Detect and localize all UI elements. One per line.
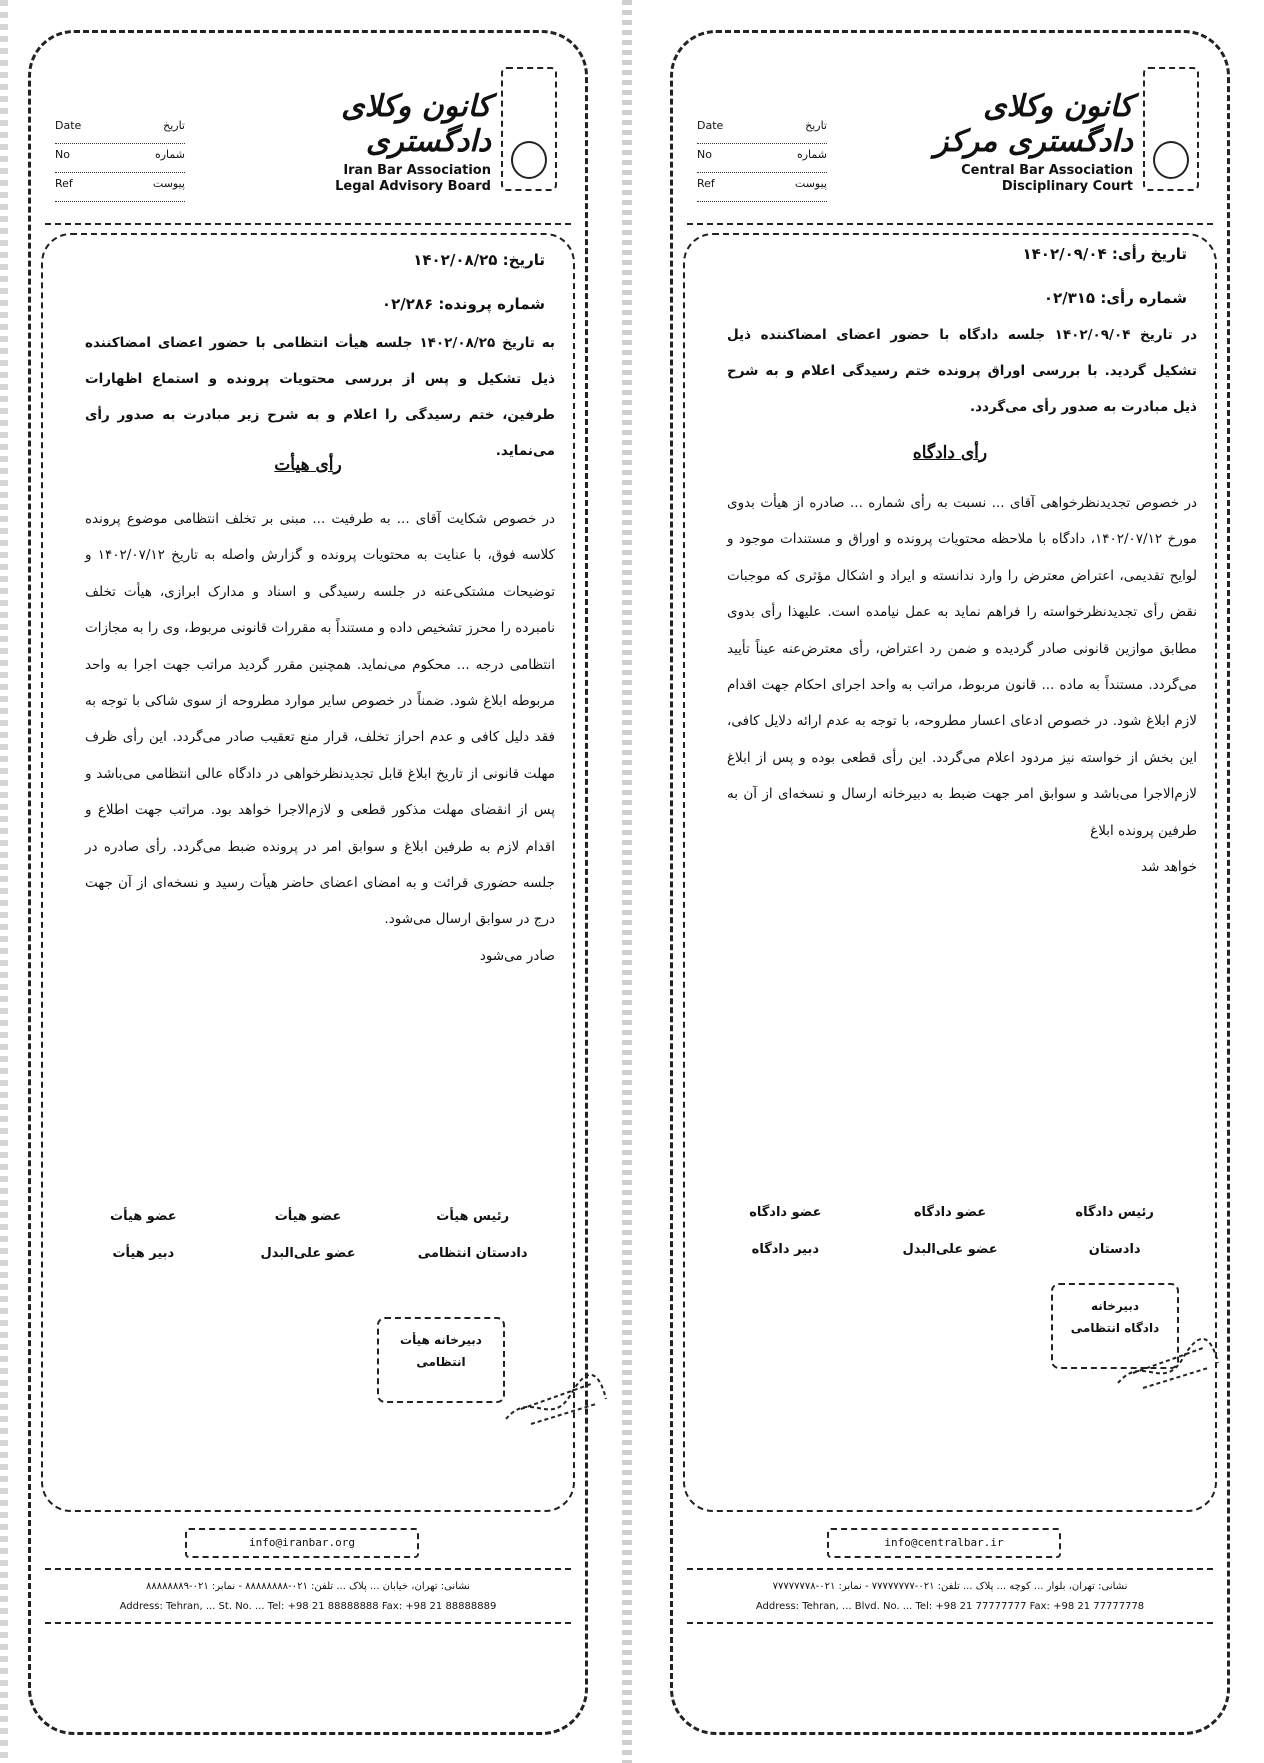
verdict-body: در خصوص تجدیدنظرخواهی آقای ... نسبت به رأی شماره ... صادره از هیأت بدوی مورخ ۱۴۰۲/۰۷/۱۲، دادگاه با ملاحظه محتویات پرونده و اوراق و مستندات موجود و لوایح تقدیمی، اعتراض معترض را وارد ندانسته و ایراد و اشکال مؤثری که موجبات نقض رأی تجدیدنظرخواسته را فراهم نماید به عمل نیامده است. علیهذا رأی بدوی مطابق موازین قانونی صادر گردیده و ضمن رد اعتراض، رأی معترض‌عنه عیناً تأیید می‌گردد. مستنداً به ماده ... قانون مربوط، مراتب به واحد اجرای احکام جهت اقدام لازم ابلاغ شود. در خصوص ادعای اعسار مطروحه، با توجه به عدم ارائه دلایل کافی، این بخش از خواسته نیز مردود اعلام می‌گردد. این رأی قطعی بوده و پس از ابلاغ لازم‌الاجرا می‌باشد و سوابق امر جهت ضبط به دبیرخانه ارسال و نسخه‌ای از آن به طرفین پرونده ابلاغ خواهد شد — [727, 485, 1197, 885]
member-6: دبیر دادگاه — [751, 1242, 820, 1257]
member-5: عضو علی‌البدل — [902, 1242, 998, 1257]
meta-number: No شماره — [55, 144, 185, 173]
member-signatures — [61, 1209, 555, 1261]
member-1: رئیس هیأت — [436, 1209, 510, 1224]
letter-footer — [687, 1518, 1213, 1718]
left-edge-strip — [0, 0, 8, 1763]
closing-line: خواهد شد — [1141, 859, 1197, 876]
verdict-heading: رأی دادگاه — [912, 443, 988, 463]
org-latin-name: Iran Bar Association Legal Advisory Board — [335, 163, 491, 194]
letter-footer — [45, 1518, 571, 1718]
member-1: رئیس دادگاه — [1075, 1205, 1154, 1220]
member-4: دادستان — [1088, 1242, 1141, 1257]
member-6: دبیر هیأت — [112, 1246, 175, 1261]
footer-address-en: Address: Tehran, ... St. No. ... Tel: +98 21 88888888 Fax: +98 21 88888889 — [119, 1601, 497, 1612]
org-name: کانون وکلای دادگستری — [341, 89, 491, 159]
official-stamp: دبیرخانه دادگاه انتظامی — [1051, 1283, 1179, 1369]
file-number-line: شماره پرونده: ۰۲/۲۸۶ — [381, 295, 545, 313]
letterhead — [45, 43, 571, 225]
member-2: عضو دادگاه — [913, 1205, 987, 1220]
footer-rule-2 — [45, 1622, 571, 1624]
footer-rule-1 — [45, 1568, 571, 1570]
verdict-heading: رأی هیأت — [274, 455, 342, 475]
org-name: کانون وکلای دادگستری مرکز — [933, 89, 1133, 159]
letter-meta — [697, 115, 827, 202]
meta-ref: Ref پیوست — [697, 173, 827, 202]
letter-meta — [55, 115, 185, 202]
footer-rule-1 — [687, 1568, 1213, 1570]
emblem-icon — [501, 67, 557, 191]
footer-email: info@iranbar.org — [185, 1528, 419, 1558]
emblem-icon — [1143, 67, 1199, 191]
intro-paragraph: به تاریخ ۱۴۰۲/۰۸/۲۵ جلسه هیأت انتظامی با حضور اعضای امضاکننده ذیل تشکیل و پس از بررسی محتویات پرونده و استماع اظهارات طرفین، ختم رسیدگی را اعلام و به شرح زیر مبادرت به صدور رأی می‌نماید. — [85, 335, 555, 459]
member-2: عضو هیأت — [274, 1209, 342, 1224]
member-3: عضو هیأت — [110, 1209, 177, 1224]
meta-date: Date تاریخ — [697, 115, 827, 144]
member-signatures — [703, 1205, 1197, 1257]
signature-scribble — [501, 1369, 611, 1429]
footer-address-fa: نشانی: تهران، بلوار ... کوچه ... پلاک ... تلفن: ۰۲۱-۷۷۷۷۷۷۷۷ - نمابر: ۰۲۱-۷۷۷۷۷۷۷۸ — [772, 1581, 1128, 1592]
closing-line: صادر می‌شود — [479, 947, 555, 964]
footer-rule-2 — [687, 1622, 1213, 1624]
intro-paragraph: در تاریخ ۱۴۰۲/۰۹/۰۴ جلسه دادگاه با حضور اعضای امضاکننده ذیل تشکیل گردید. با بررسی اوراق پرونده ختم رسیدگی اعلام و به شرح ذیل مبادرت به صدور رأی می‌گردد. — [727, 327, 1198, 415]
date-line: تاریخ رأی: ۱۴۰۲/۰۹/۰۴ — [1022, 245, 1187, 263]
document-page-right — [670, 30, 1230, 1735]
letterhead — [687, 43, 1213, 225]
footer-email: info@centralbar.ir — [827, 1528, 1061, 1558]
meta-number: No شماره — [697, 144, 827, 173]
page-seam — [622, 0, 632, 1763]
member-3: عضو دادگاه — [749, 1205, 822, 1220]
org-latin-name: Central Bar Association Disciplinary Court — [961, 163, 1133, 194]
meta-date: Date تاریخ — [55, 115, 185, 144]
member-5: عضو علی‌البدل — [260, 1246, 356, 1261]
signature-scribble — [1113, 1333, 1223, 1393]
footer-address-fa: نشانی: تهران، خیابان ... پلاک ... تلفن: ۰۲۱-۸۸۸۸۸۸۸۸ - نمابر: ۰۲۱-۸۸۸۸۸۸۸۹ — [146, 1581, 470, 1592]
member-4: دادستان انتظامی — [417, 1246, 528, 1261]
verdict-body: در خصوص شکایت آقای ... به طرفیت ... مبنی بر تخلف انتظامی موضوع پرونده کلاسه فوق، با عنایت به محتویات پرونده و گزارش واصله به تاریخ ۱۴۰۲/۰۷/۱۲ و توضیحات مشتکی‌عنه در جلسه رسیدگی و اسناد و مدارک ابرازی، هیأت تخلف نامبرده را محرز تشخیص داده و مستنداً به مقررات قانونی مربوط، وی را به مجازات انتظامی درجه ... محکوم می‌نماید. همچنین مقرر گردید مراتب جهت اجرا به واحد مربوطه ابلاغ شود. ضمناً در خصوص سایر موارد مطروحه از سوی شاکی با توجه به فقد دلیل کافی و عدم احراز تخلف، قرار منع تعقیب صادر می‌گردد. این رأی ظرف مهلت قانونی از تاریخ ابلاغ قابل تجدیدنظرخواهی در دادگاه عالی انتظامی می‌باشد و پس از انقضای مهلت مذکور قطعی و لازم‌الاجرا خواهد بود. مراتب جهت اطلاع و اقدام لازم به طرفین ابلاغ و سوابق امر در پرونده ضبط می‌گردد. رأی صادره در جلسه حضوری قرائت و به امضای اعضای حاضر هیأت رسید و نسخه‌ای از آن جهت درج در سوابق ارسال می‌شود. صادر می‌شود — [85, 501, 555, 974]
document-page-left — [28, 30, 588, 1735]
meta-ref: Ref پیوست — [55, 173, 185, 202]
footer-address-en: Address: Tehran, ... Blvd. No. ... Tel: +98 21 77777777 Fax: +98 21 77777778 — [755, 1601, 1145, 1612]
official-stamp: دبیرخانه هیأت انتظامی — [377, 1317, 505, 1403]
date-line: تاریخ: ۱۴۰۲/۰۸/۲۵ — [413, 251, 545, 269]
file-number-line: شماره رأی: ۰۲/۳۱۵ — [1043, 289, 1187, 307]
